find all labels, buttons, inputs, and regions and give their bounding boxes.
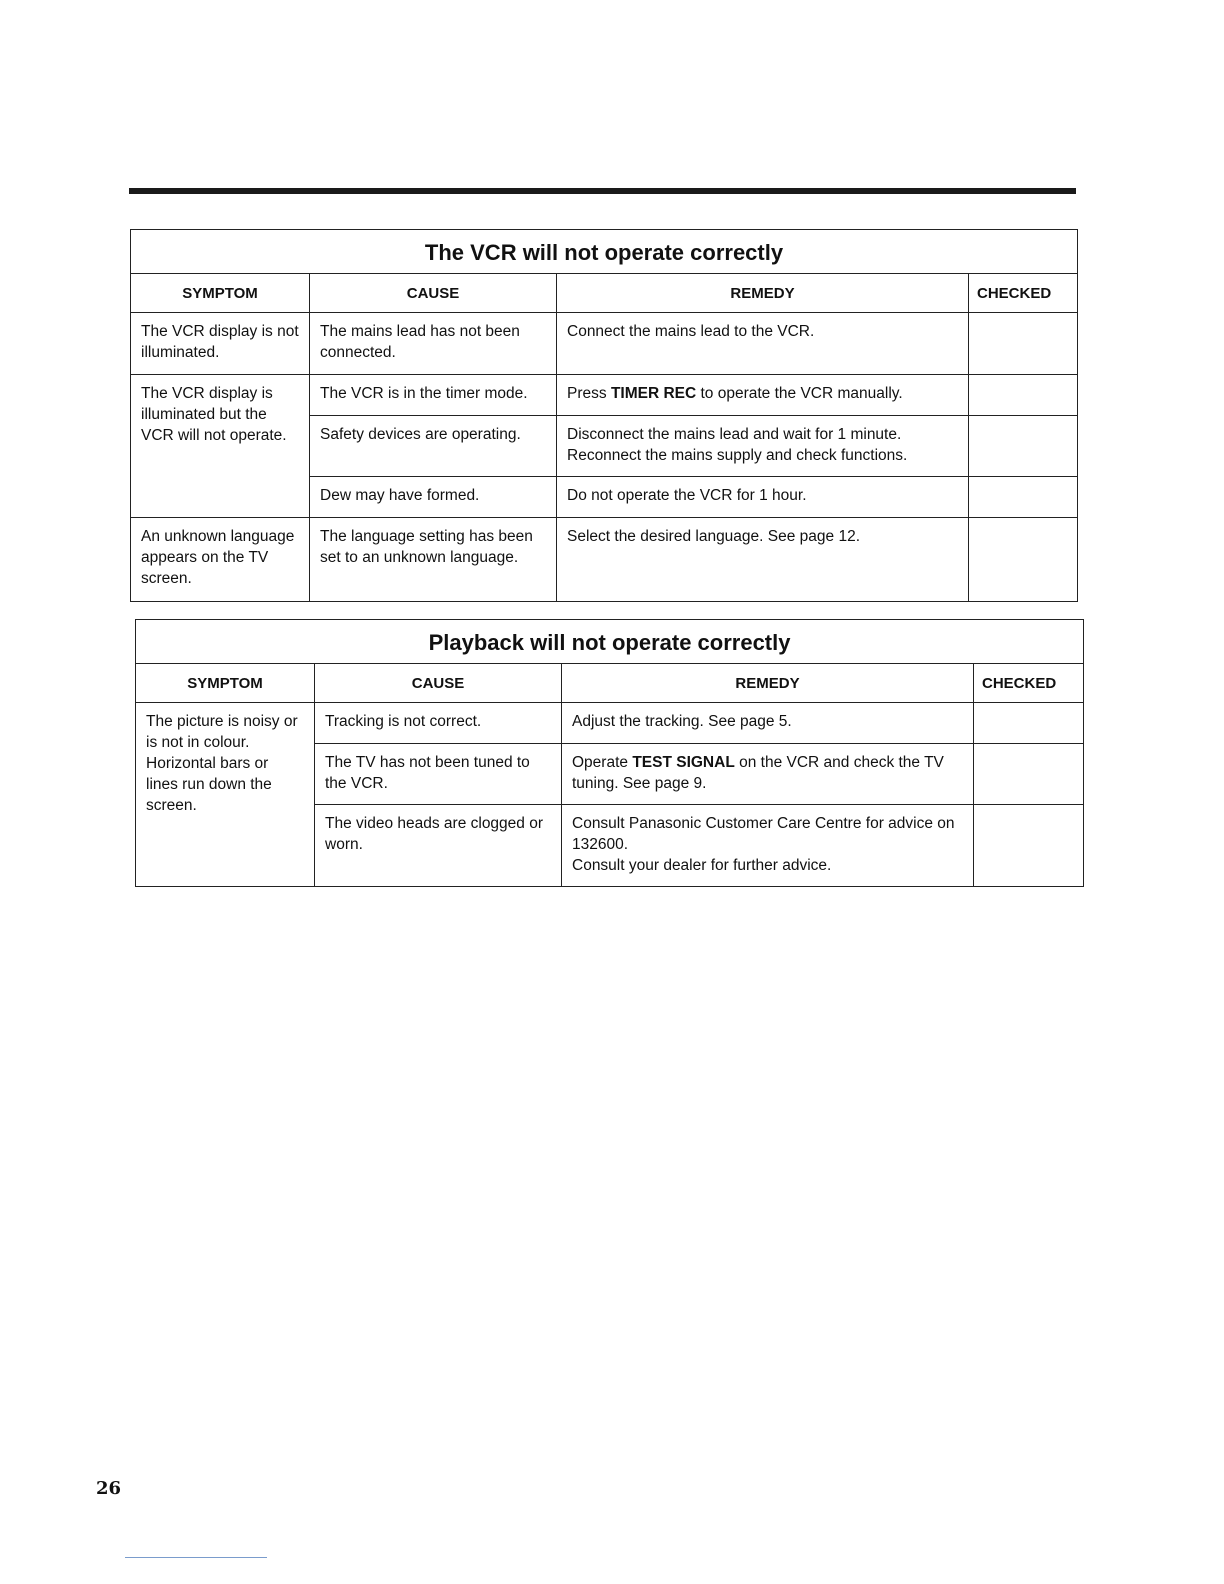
cause-header: CAUSE: [310, 274, 557, 313]
symptom-cell: An unknown language appears on the TV screen.: [131, 518, 310, 602]
cause-cell: Tracking is not correct.: [315, 703, 562, 744]
table-row: [136, 703, 1084, 744]
symptom-header: SYMPTOM: [136, 664, 315, 703]
checked-cell[interactable]: [969, 518, 1078, 602]
symptom-header: SYMPTOM: [131, 274, 310, 313]
checked-cell[interactable]: [969, 416, 1078, 477]
cause-header: CAUSE: [315, 664, 562, 703]
checked-cell[interactable]: [974, 703, 1084, 744]
vcr-not-operate-table: [130, 229, 1078, 602]
cause-cell: The language setting has been set to an unknown language.: [310, 518, 557, 602]
checked-cell[interactable]: [969, 375, 1078, 416]
checked-cell[interactable]: [969, 477, 1078, 518]
cause-cell: The mains lead has not been connected.: [310, 313, 557, 375]
remedy-cell: Press TIMER REC to operate the VCR manually.: [557, 375, 969, 416]
remedy-cell: Consult Panasonic Customer Care Centre for advice on 132600. Consult your dealer for further advice.: [562, 805, 974, 887]
table-row: [131, 375, 1078, 416]
remedy-cell: Connect the mains lead to the VCR.: [557, 313, 969, 375]
checked-header: CHECKED: [969, 274, 1078, 313]
checked-cell[interactable]: [969, 313, 1078, 375]
checked-cell[interactable]: [974, 805, 1084, 887]
table-row: [131, 313, 1078, 375]
checked-header: CHECKED: [974, 664, 1084, 703]
symptom-cell: The picture is noisy or is not in colour. Horizontal bars or lines run down the screen.: [136, 703, 315, 887]
cause-cell: The video heads are clogged or worn.: [315, 805, 562, 887]
cause-cell: The VCR is in the timer mode.: [310, 375, 557, 416]
table-row: [131, 518, 1078, 602]
bottom-rule: [125, 1557, 267, 1558]
cause-cell: Safety devices are operating.: [310, 416, 557, 477]
remedy-cell: Select the desired language. See page 12.: [557, 518, 969, 602]
remedy-cell: Disconnect the mains lead and wait for 1 minute. Reconnect the mains supply and check functions.: [557, 416, 969, 477]
symptom-cell: The VCR display is not illuminated.: [131, 313, 310, 375]
button-name: TIMER REC: [610, 385, 697, 402]
top-rule: [129, 188, 1076, 194]
remedy-cell: Adjust the tracking. See page 5.: [562, 703, 974, 744]
page-number: 26: [96, 1478, 122, 1499]
button-name: TEST SIGNAL: [632, 754, 735, 771]
playback-not-operate-table: [135, 619, 1084, 887]
remedy-cell: Do not operate the VCR for 1 hour.: [557, 477, 969, 518]
header-row: [136, 664, 1084, 703]
section-title: The VCR will not operate correctly: [131, 230, 1078, 274]
section-title: Playback will not operate correctly: [136, 620, 1084, 664]
header-row: [131, 274, 1078, 313]
cause-cell: Dew may have formed.: [310, 477, 557, 518]
remedy-header: REMEDY: [562, 664, 974, 703]
symptom-cell: The VCR display is illuminated but the VCR will not operate.: [131, 375, 310, 518]
remedy-header: REMEDY: [557, 274, 969, 313]
cause-cell: The TV has not been tuned to the VCR.: [315, 744, 562, 805]
checked-cell[interactable]: [974, 744, 1084, 805]
remedy-cell: Operate TEST SIGNAL on the VCR and check the TV tuning. See page 9.: [562, 744, 974, 805]
